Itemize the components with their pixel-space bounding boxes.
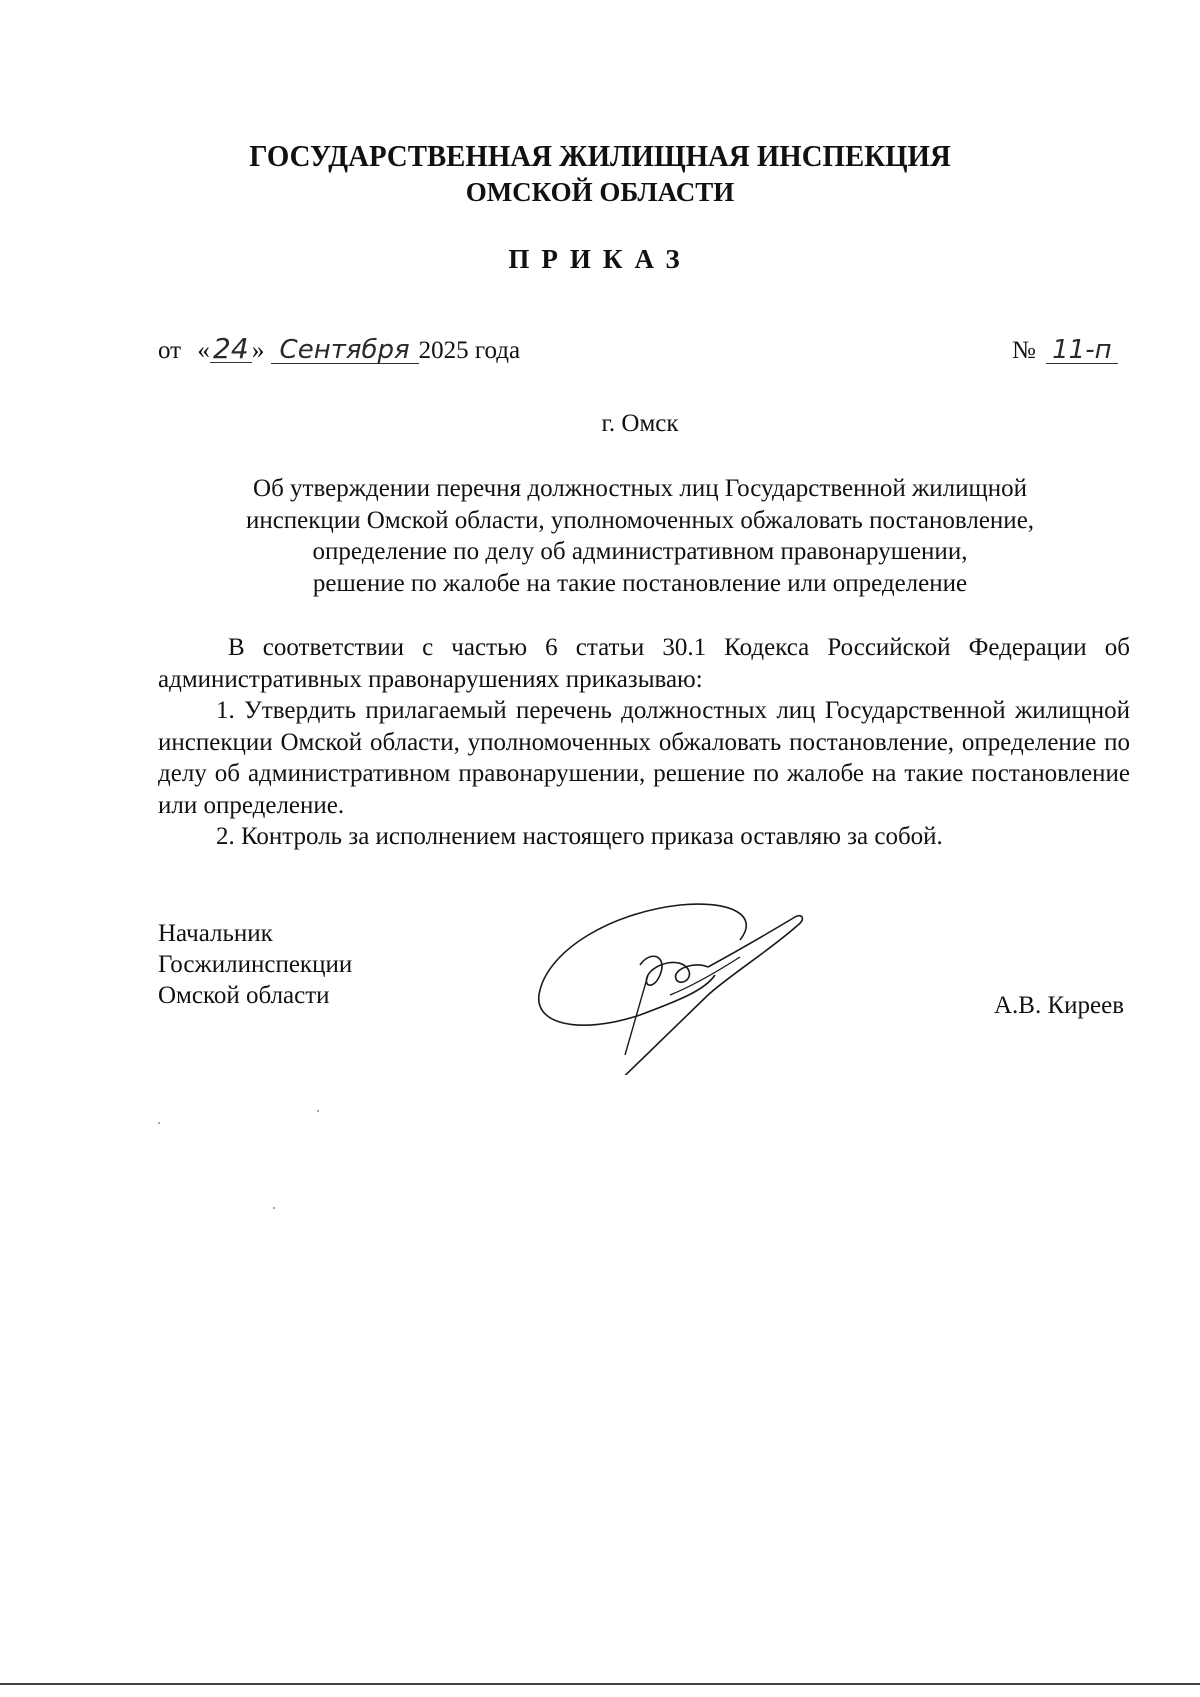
subject-line: Об утверждении перечня должностных лиц Государственной жилищной	[253, 475, 1027, 502]
order-subject	[150, 473, 1130, 599]
preamble-paragraph: В соответствии с частью 6 статьи 30.1 Кодекса Российской Федерации об административных правонарушениях приказываю:	[158, 634, 1130, 693]
position-line: Омской области	[158, 982, 330, 1009]
scan-speck	[273, 1207, 275, 1209]
organization-title: ГОСУДАРСТВЕННАЯ ЖИЛИЩНАЯ ИНСПЕКЦИЯ	[249, 138, 951, 173]
date-open-quote: «	[197, 337, 210, 364]
handwritten-signature	[530, 895, 850, 1075]
position-line: Начальник	[158, 920, 273, 947]
order-body	[158, 632, 1130, 853]
order-item-1: 1. Утвердить прилагаемый перечень должностных лиц Государственной жилищной инспекции Омской области, уполномоченных обжаловать постановление, определение по делу об административном правонарушении, решение по жалобе на такие постановление или определение.	[158, 697, 1130, 819]
order-date-line	[158, 332, 521, 367]
order-number-line	[1012, 335, 1118, 367]
scan-bottom-edge	[0, 1683, 1200, 1685]
handwritten-day: 24	[210, 336, 252, 363]
organization-region: ОМСКОЙ ОБЛАСТИ	[465, 177, 735, 207]
handwritten-month: Сентября	[271, 337, 419, 364]
position-line: Госжилинспекции	[158, 951, 353, 978]
scan-speck	[158, 1122, 160, 1124]
scan-speck	[317, 1110, 319, 1112]
subject-line: инспекции Омской области, уполномоченных обжаловать постановление,	[245, 506, 1035, 534]
city-line: г. Омск	[601, 410, 679, 437]
date-prefix: от	[158, 337, 182, 364]
date-year: 2025 года	[418, 337, 521, 364]
order-item-2: 2. Контроль за исполнением настоящего приказа оставляю за собой.	[216, 823, 943, 850]
signatory-name: А.В. Киреев	[993, 992, 1124, 1019]
subject-line: определение по делу об административном правонарушении,	[312, 538, 968, 565]
number-sign: №	[1012, 337, 1036, 364]
handwritten-order-number: 11-п	[1046, 337, 1118, 364]
date-close-quote: »	[251, 337, 265, 364]
subject-line: решение по жалобе на такие постановление или определение	[312, 569, 968, 597]
document-type-title: ПРИКАЗ	[508, 244, 692, 274]
signatory-position	[158, 918, 352, 1011]
